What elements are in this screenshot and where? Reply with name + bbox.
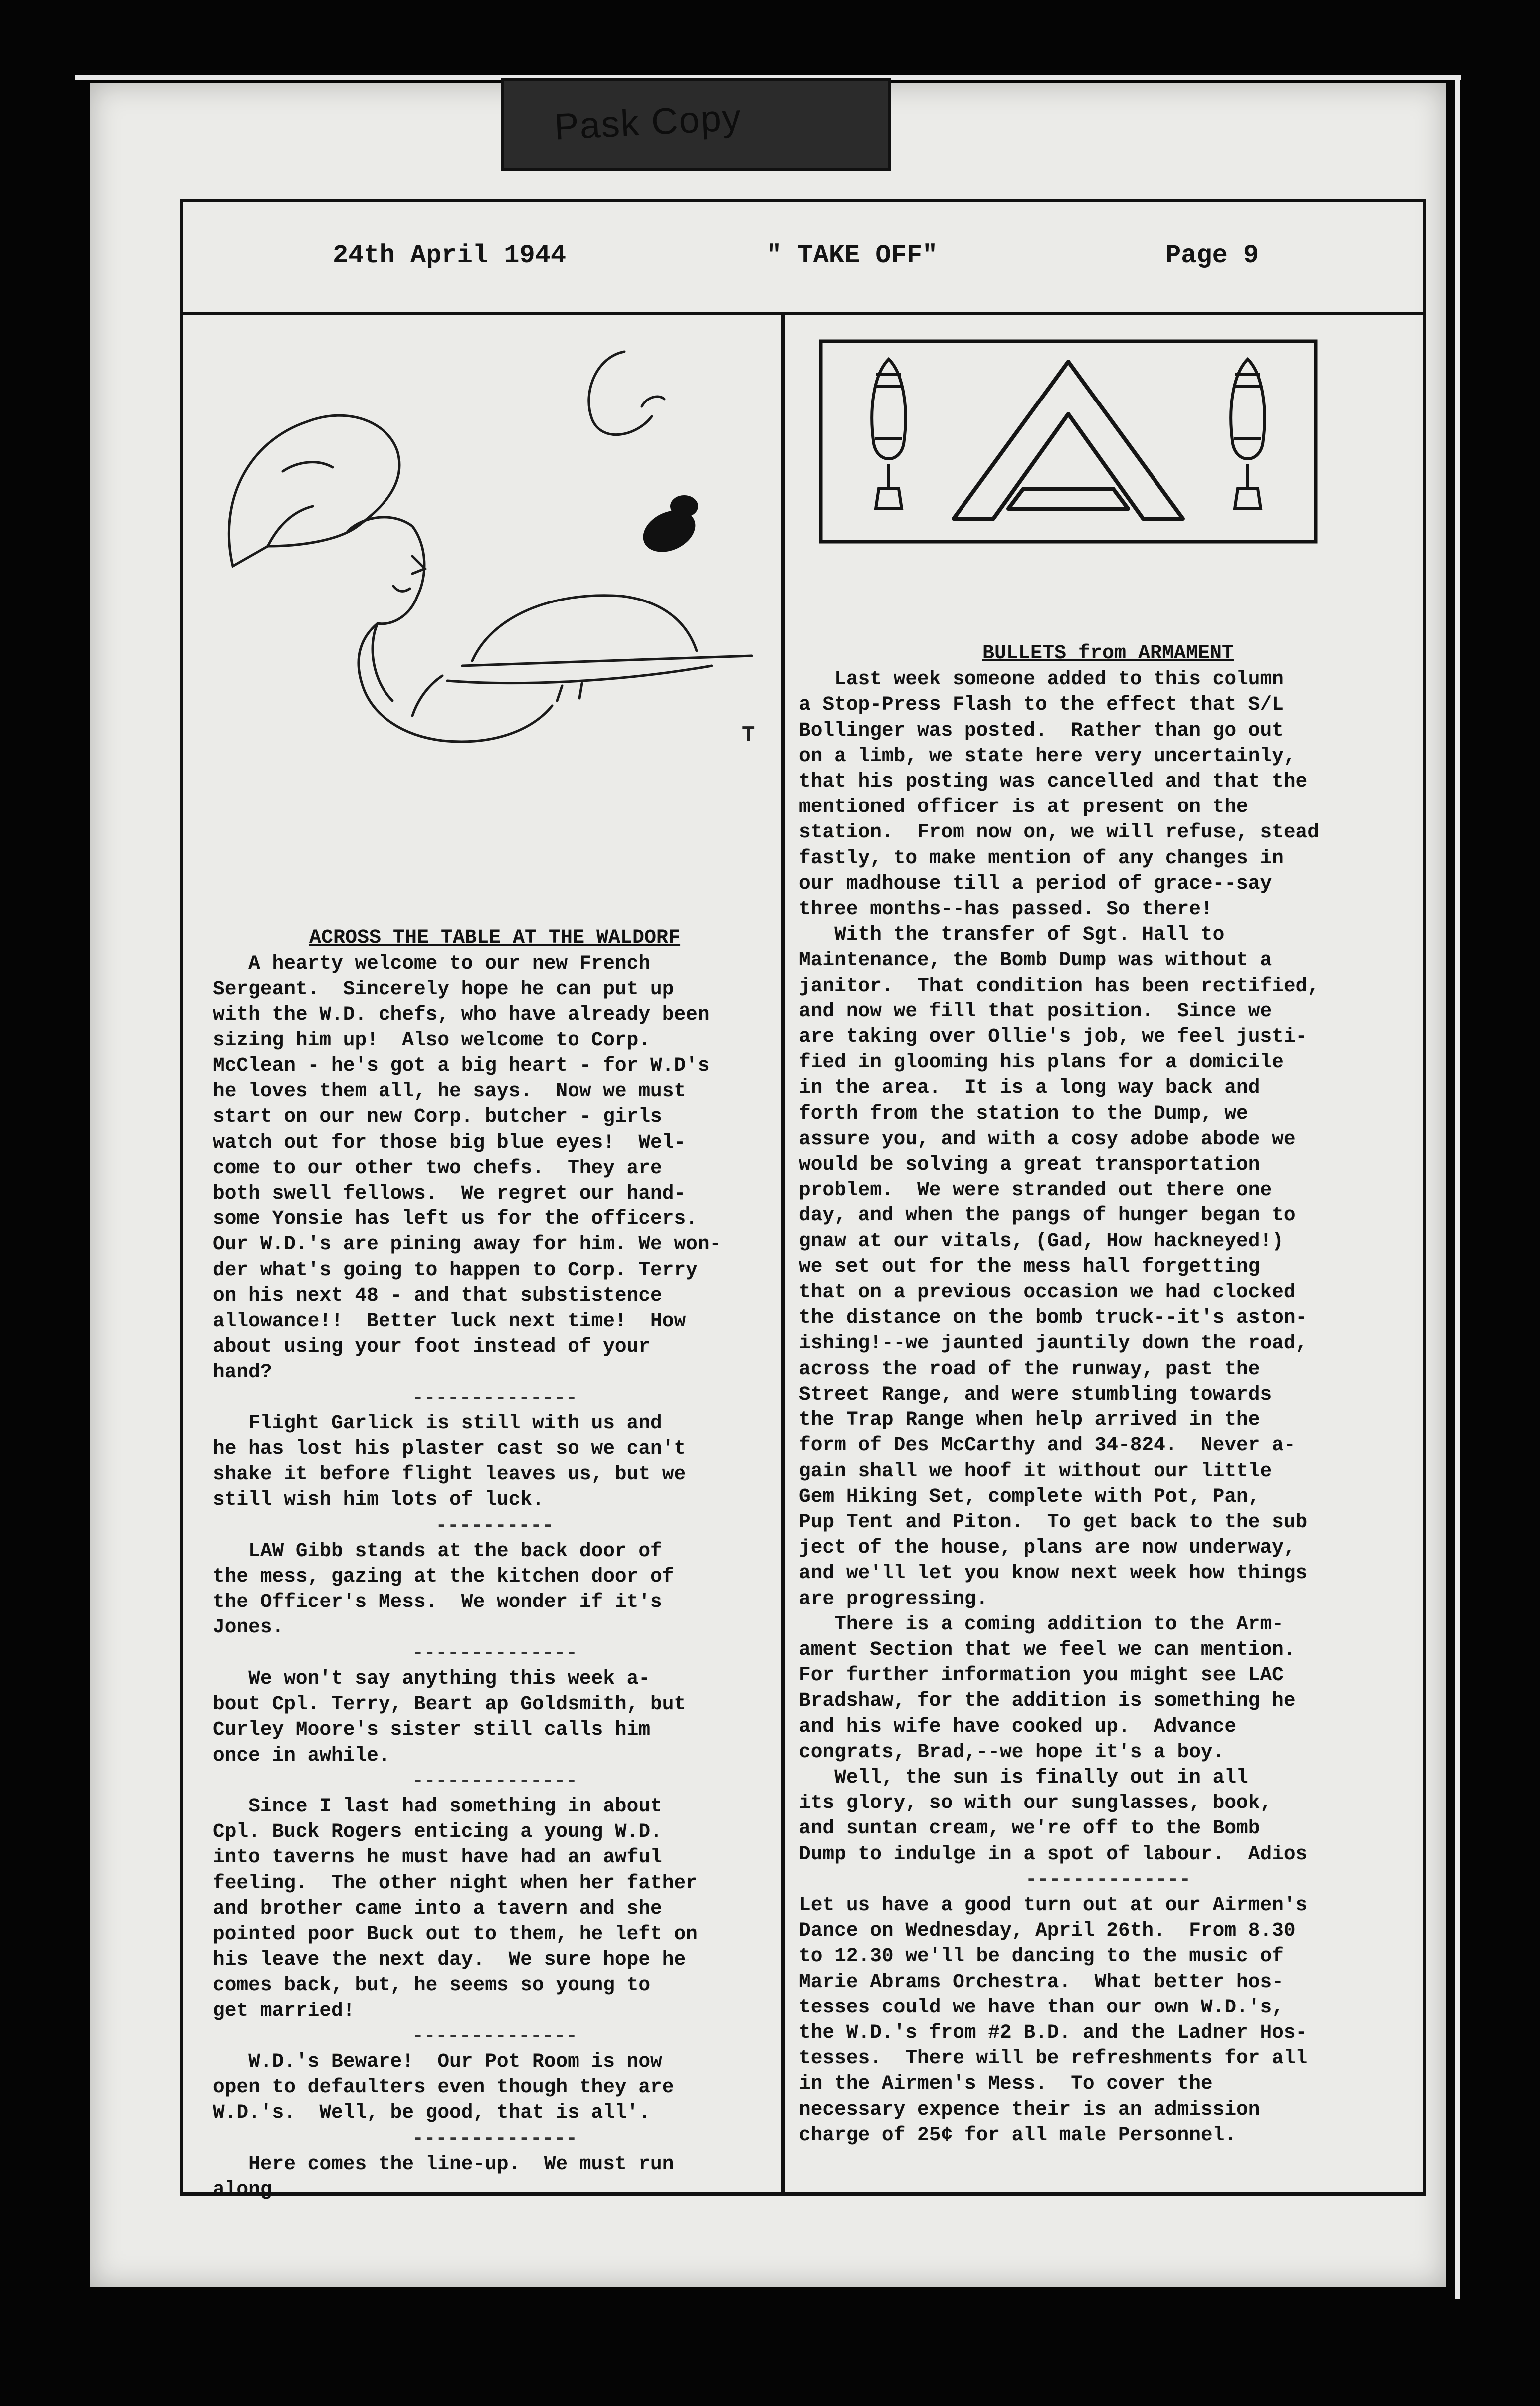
text-line: our madhouse till a period of grace--say (799, 872, 1272, 895)
text-line: W.D.'s Beware! Our Pot Room is now (213, 2050, 662, 2073)
text-line: W.D.'s. Well, be good, that is all'. (213, 2101, 651, 2124)
text-line: Flight Garlick is still with us and (213, 1411, 662, 1434)
text-line: across the road of the runway, past the (799, 1357, 1260, 1380)
text-line: assure you, and with a cosy adobe abode we (799, 1127, 1296, 1150)
text-line: comes back, but, he seems so young to (213, 1974, 651, 1997)
text-line: to 12.30 we'll be dancing to the music of (799, 1945, 1284, 1968)
text-line: his leave the next day. We sure hope he (213, 1948, 686, 1971)
text-line: that his posting was cancelled and that the (799, 770, 1308, 793)
text-line: Last week someone added to this column (799, 668, 1284, 691)
text-line: on a limb, we state here very uncertainly, (799, 744, 1296, 767)
text-line: Here comes the line-up. We must run (213, 2152, 674, 2175)
text-line: into taverns he must have had an awful (213, 1846, 662, 1869)
text-line: form of Des McCarthy and 34-824. Never a- (799, 1434, 1296, 1457)
separator: -------------- (412, 1641, 578, 1664)
column-divider (781, 315, 785, 2192)
text-line: watch out for those big blue eyes! Wel- (213, 1131, 686, 1154)
page-number: Page 9 (1165, 241, 1259, 270)
text-line: the mess, gazing at the kitchen door of (213, 1565, 674, 1588)
separator: -------------- (412, 2024, 578, 2047)
text-line: that on a previous occasion we had clocked (799, 1281, 1296, 1304)
newsletter-title: " TAKE OFF" (767, 241, 938, 270)
text-line: Sergeant. Sincerely hope he can put up (213, 978, 674, 1001)
text-line: tesses. There will be refreshments for all (799, 2047, 1308, 2070)
text-line: its glory, so with our sunglasses, book, (799, 1792, 1272, 1814)
text-line: the distance on the bomb truck--it's aston- (799, 1306, 1308, 1329)
text-line: For further information you might see LAC (799, 1664, 1284, 1687)
left-headline: ACROSS THE TABLE AT THE WALDORF (309, 927, 681, 949)
text-line: charge of 25¢ for all male Personnel. (799, 2123, 1237, 2146)
text-line: LAW Gibb stands at the back door of (213, 1539, 662, 1562)
separator: -------------- (412, 1769, 578, 1792)
issue-date: 24th April 1944 (333, 241, 567, 270)
text-line: Well, the sun is finally out in all (799, 1766, 1248, 1789)
folder-tab (501, 78, 891, 171)
text-line: ishing!--we jaunted jauntily down the road, (799, 1332, 1308, 1355)
text-line: Dump to indulge in a spot of labour. Adios (799, 1842, 1308, 1865)
text-line: three months--has passed. So there! (799, 898, 1213, 921)
text-line: about using your foot instead of your (213, 1335, 651, 1358)
text-line: bout Cpl. Terry, Beart ap Goldsmith, but (213, 1693, 686, 1716)
text-line: once in awhile. (213, 1744, 390, 1767)
text-line: forth from the station to the Dump, we (799, 1102, 1248, 1125)
right-column (799, 641, 1417, 2148)
text-line: With the transfer of Sgt. Hall to (799, 923, 1225, 946)
text-line: are taking over Ollie's job, we feel justi- (799, 1025, 1308, 1048)
page-border (180, 199, 1426, 2201)
chef-illustration (213, 337, 762, 776)
text-line: Since I last had something in about (213, 1795, 662, 1817)
text-line: janitor. That condition has been rectified, (799, 974, 1319, 997)
right-headline: BULLETS from ARMAMENT (982, 642, 1234, 665)
text-line: Curley Moore's sister still calls him (213, 1718, 651, 1741)
text-line: we set out for the mess hall forgetting (799, 1255, 1260, 1278)
text-line: with the W.D. chefs, who have already been (213, 1003, 710, 1026)
folder-tab-label: Pask Copy (553, 96, 743, 148)
text-line: gain shall we hoof it without our little (799, 1459, 1272, 1482)
text-line: and suntan cream, we're off to the Bomb (799, 1817, 1260, 1840)
text-line: the W.D.'s from #2 B.D. and the Ladner Hos- (799, 2021, 1308, 2044)
text-line: Bollinger was posted. Rather than go out (799, 719, 1284, 742)
left-column (213, 925, 776, 2202)
separator: -------------- (412, 2127, 578, 2150)
text-line: fied in glooming his plans for a domicile (799, 1051, 1284, 1074)
text-line: der what's going to happen to Corp. Terry (213, 1258, 698, 1281)
right-article-body (799, 666, 1417, 2148)
text-line: feeling. The other night when her father (213, 1871, 698, 1894)
text-line: Cpl. Buck Rogers enticing a young W.D. (213, 1820, 662, 1843)
text-line: Bradshaw, for the addition is something he (799, 1689, 1296, 1712)
newsletter-page (90, 83, 1446, 2287)
text-line: a Stop-Press Flash to the effect that S/L (799, 693, 1284, 716)
text-line: pointed poor Buck out to them, he left on (213, 1922, 698, 1945)
text-line: Pup Tent and Piton. To get back to the sub (799, 1510, 1308, 1533)
text-line: necessary expence their is an admission (799, 2098, 1260, 2121)
text-line: and we'll let you know next week how things (799, 1562, 1308, 1585)
text-line: and brother came into a tavern and she (213, 1897, 662, 1920)
separator: -------------- (1025, 1868, 1191, 1891)
text-line: Our W.D.'s are pining away for him. We won- (213, 1233, 722, 1256)
text-line: ament Section that we feel we can mention. (799, 1638, 1296, 1661)
text-line: Let us have a good turn out at our Airmen's (799, 1893, 1308, 1916)
text-line: Dance on Wednesday, April 26th. From 8.30 (799, 1919, 1296, 1942)
text-line: shake it before flight leaves us, but we (213, 1463, 686, 1486)
text-line: are progressing. (799, 1587, 988, 1610)
text-line: Gem Hiking Set, complete with Pot, Pan, (799, 1485, 1260, 1508)
separator: ---------- (435, 1514, 554, 1537)
text-line: Maintenance, the Bomb Dump was without a (799, 949, 1272, 972)
text-line: the Officer's Mess. We wonder if it's (213, 1591, 662, 1613)
text-line: ject of the house, plans are now underway, (799, 1536, 1296, 1559)
text-line: and his wife have cooked up. Advance (799, 1715, 1237, 1738)
text-line: fastly, to make mention of any changes in (799, 846, 1284, 869)
text-line: hand? (213, 1361, 272, 1384)
text-line: still wish him lots of luck. (213, 1488, 544, 1511)
text-line: Marie Abrams Orchestra. What better hos- (799, 1970, 1284, 1993)
left-article-body (213, 951, 776, 2202)
text-line: There is a coming addition to the Arm- (799, 1612, 1284, 1635)
text-line: start on our new Corp. butcher - girls (213, 1105, 662, 1128)
text-line: on his next 48 - and that substistence (213, 1284, 662, 1307)
text-line: congrats, Brad,--we hope it's a boy. (799, 1740, 1225, 1763)
text-line: in the Airmen's Mess. To cover the (799, 2072, 1213, 2095)
text-line: mentioned officer is at present on the (799, 796, 1248, 818)
separator: -------------- (412, 1386, 578, 1409)
text-line: open to defaulters even though they are (213, 2076, 674, 2099)
text-line: he loves them all, he says. Now we must (213, 1080, 686, 1103)
text-line: Jones. (213, 1616, 284, 1639)
text-line: Street Range, and were stumbling towards (799, 1383, 1272, 1405)
text-line: station. From now on, we will refuse, stead (799, 821, 1319, 844)
text-line: both swell fellows. We regret our hand- (213, 1182, 686, 1205)
text-line: problem. We were stranded out there one (799, 1179, 1272, 1202)
text-line: day, and when the pangs of hunger began to (799, 1204, 1296, 1227)
text-line: the Trap Range when help arrived in the (799, 1408, 1260, 1431)
text-line: allowance!! Better luck next time! How (213, 1310, 686, 1333)
text-line: We won't say anything this week a- (213, 1667, 651, 1690)
text-line: and now we fill that position. Since we (799, 1000, 1272, 1022)
illustration-initial: T (742, 723, 755, 748)
text-line: come to our other two chefs. They are (213, 1156, 662, 1179)
header-rule (183, 312, 1423, 315)
armament-emblem (819, 339, 1318, 544)
text-line: sizing him up! Also welcome to Corp. (213, 1028, 651, 1051)
text-line: get married! (213, 1999, 355, 2022)
text-line: A hearty welcome to our new French (213, 952, 651, 975)
text-line: McClean - he's got a big heart - for W.D's (213, 1054, 710, 1077)
text-line: he has lost his plaster cast so we can't (213, 1437, 686, 1460)
text-line: some Yonsie has left us for the officers. (213, 1207, 698, 1230)
text-line: in the area. It is a long way back and (799, 1076, 1260, 1099)
text-line: tesses could we have than our own W.D.'s, (799, 1996, 1284, 2018)
film-frame-right (1455, 75, 1460, 2299)
text-line: would be solving a great transportation (799, 1153, 1260, 1176)
text-line: gnaw at our vitals, (Gad, How hackneyed!) (799, 1229, 1284, 1252)
text-line: along. (213, 2178, 284, 2201)
